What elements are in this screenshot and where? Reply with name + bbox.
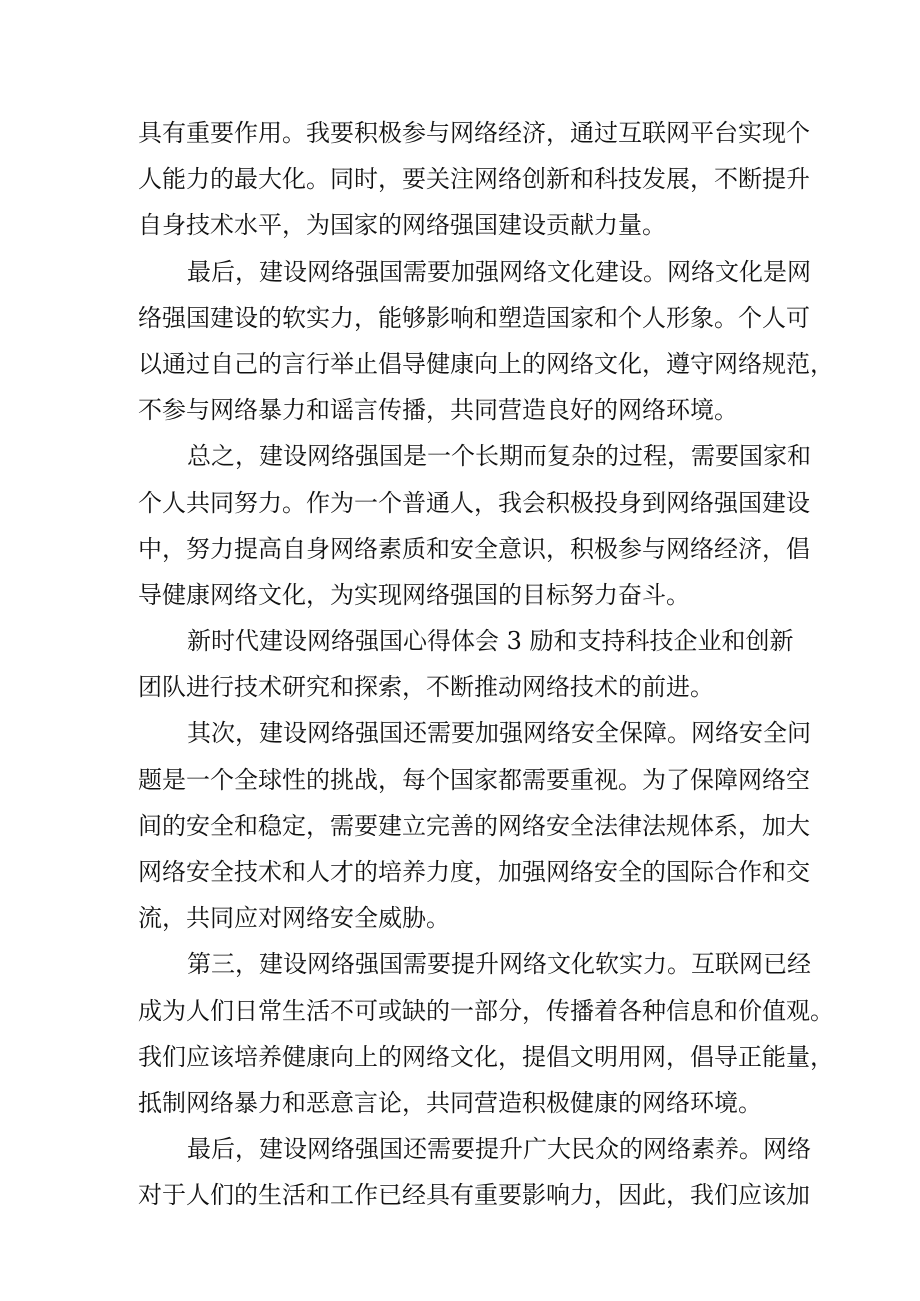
paragraph-line: 总之，建设网络强国是一个长期而复杂的过程，需要国家和 bbox=[187, 442, 811, 471]
paragraph-line: 其次，建设网络强国还需要加强网络安全保障。网络安全问 bbox=[187, 719, 811, 748]
document-body bbox=[138, 110, 834, 1219]
paragraph-line: 络强国建设的软实力，能够影响和塑造国家和个人形象。个人可 bbox=[138, 303, 810, 332]
paragraph-line: 中，努力提高自身网络素质和安全意识，积极参与网络经济，倡 bbox=[138, 534, 810, 563]
paragraph-line: 团队进行技术研究和探索，不断推动网络技术的前进。 bbox=[138, 673, 714, 702]
paragraph-line: 间的安全和稳定，需要建立完善的网络安全法律法规体系，加大 bbox=[138, 811, 810, 840]
paragraph-line: 抵制网络暴力和恶意言论，共同营造积极健康的网络环境。 bbox=[138, 1088, 762, 1117]
paragraph-line: 具有重要作用。我要积极参与网络经济，通过互联网平台实现个 bbox=[138, 119, 810, 147]
paragraph-line: 个人共同努力。作为一个普通人，我会积极投身到网络强国建设 bbox=[138, 488, 810, 517]
paragraph-line: 我们应该培养健康向上的网络文化，提倡文明用网，倡导正能量， bbox=[138, 1042, 834, 1071]
paragraph-line: 自身技术水平，为国家的网络强国建设贡献力量。 bbox=[138, 211, 666, 240]
paragraph-line: 第三，建设网络强国需要提升网络文化软实力。互联网已经 bbox=[187, 950, 811, 979]
paragraph-line: 新时代建设网络强国心得体会 3 励和支持科技企业和创新 bbox=[187, 627, 794, 656]
paragraph-line: 最后，建设网络强国还需要提升广大民众的网络素养。网络 bbox=[187, 1135, 811, 1164]
paragraph-line: 流，共同应对网络安全威胁。 bbox=[138, 904, 450, 933]
paragraph-line: 导健康网络文化，为实现网络强国的目标努力奋斗。 bbox=[138, 580, 690, 609]
paragraph-line: 题是一个全球性的挑战，每个国家都需要重视。为了保障网络空 bbox=[138, 765, 810, 794]
paragraph-line: 以通过自己的言行举止倡导健康向上的网络文化，遵守网络规范， bbox=[138, 349, 834, 378]
paragraph-line: 成为人们日常生活不可或缺的一部分，传播着各种信息和价值观。 bbox=[138, 996, 834, 1025]
paragraph-line: 不参与网络暴力和谣言传播，共同营造良好的网络环境。 bbox=[138, 396, 738, 425]
paragraph-line: 人能力的最大化。同时，要关注网络创新和科技发展，不断提升 bbox=[138, 165, 810, 194]
paragraph-line: 最后，建设网络强国需要加强网络文化建设。网络文化是网 bbox=[187, 257, 811, 286]
paragraph-line: 对于人们的生活和工作已经具有重要影响力，因此，我们应该加 bbox=[138, 1181, 810, 1210]
paragraph-line: 网络安全技术和人才的培养力度，加强网络安全的国际合作和交 bbox=[138, 858, 810, 886]
